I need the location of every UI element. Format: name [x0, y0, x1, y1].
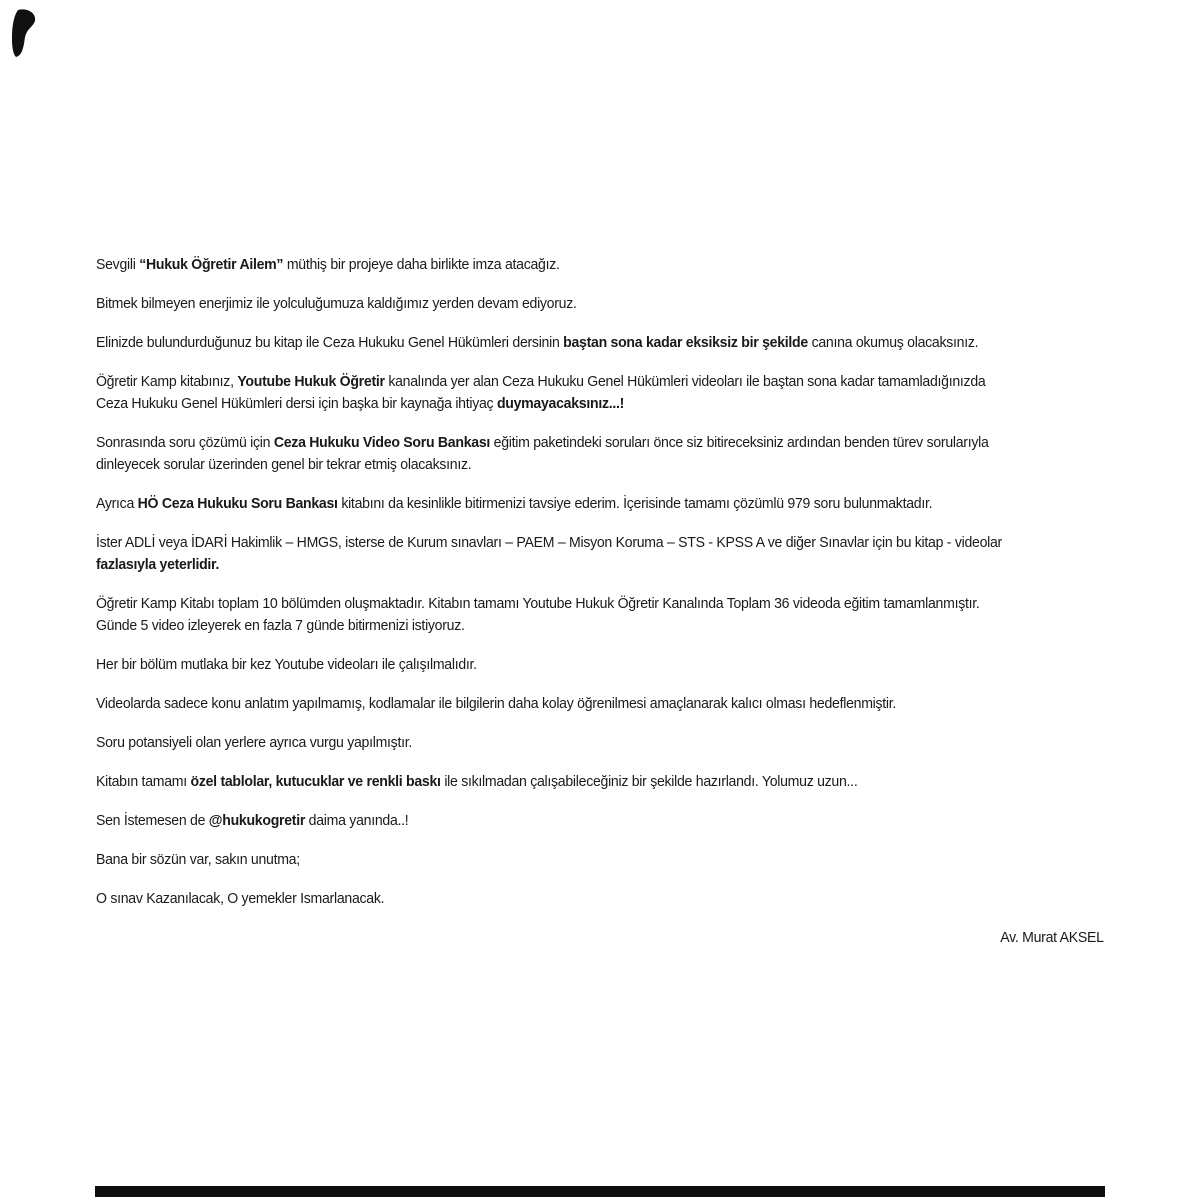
text-line: [96, 432, 1104, 454]
paragraph: [96, 771, 1104, 793]
text-line: [96, 771, 1104, 793]
text-line: [96, 493, 1104, 515]
paragraph: [96, 332, 1104, 354]
text-run: Ceza Hukuku Genel Hükümleri dersi için başka bir kaynağa ihtiyaç: [96, 395, 497, 412]
text-line: [96, 654, 1104, 676]
paragraph: [96, 888, 1104, 910]
text-run: Videolarda sadece konu anlatım yapılmamış, kodlamalar ile bilgilerin daha kolay öğrenilmesi amaçlanarak kalıcı olması hedeflenmiştir.: [96, 695, 897, 712]
preface-paragraphs: [96, 254, 1104, 910]
text-run: Bitmek bilmeyen enerjimiz ile yolculuğumuza kaldığımız yerden devam ediyoruz.: [96, 295, 577, 312]
bold-text: @hukukogretir: [208, 812, 306, 829]
paragraph: [96, 371, 1104, 415]
text-line: [96, 693, 1104, 715]
text-run: kanalında yer alan Ceza Hukuku Genel Hükümleri videoları ile baştan sona kadar tamamladığınızda: [384, 373, 986, 390]
text-run: canına okumuş olacaksınız.: [807, 334, 979, 351]
text-line: [96, 293, 1104, 315]
text-line: [96, 532, 1104, 554]
bold-text: baştan sona kadar eksiksiz bir şekilde: [563, 334, 808, 351]
text-run: Sevgili: [96, 256, 140, 273]
text-column: [96, 254, 1104, 949]
bold-text: duymayacaksınız...!: [496, 395, 625, 412]
paragraph: [96, 810, 1104, 832]
text-run: Günde 5 video izleyerek en fazla 7 günde bitirmenizi istiyoruz.: [96, 617, 465, 634]
text-run: Elinizde bulundurduğunuz bu kitap ile Ceza Hukuku Genel Hükümleri dersinin: [96, 334, 564, 351]
text-run: dinleyecek sorular üzerinden genel bir tekrar etmiş olacaksınız.: [96, 456, 472, 473]
paragraph: [96, 654, 1104, 676]
text-line: [96, 332, 1104, 354]
footer-bar: [95, 1186, 1105, 1197]
text-run: ile sıkılmadan çalışabileceğiniz bir şekilde hazırlandı. Yolumuz uzun...: [440, 773, 858, 790]
paragraph: [96, 532, 1104, 576]
text-run: Ayrıca: [96, 495, 138, 512]
text-run: Kitabın tamamı: [96, 773, 191, 790]
bold-text: Ceza Hukuku Video Soru Bankası: [273, 434, 491, 451]
ink-blot-icon: [11, 9, 38, 58]
paragraph: [96, 293, 1104, 315]
text-run: Sen İstemesen de: [96, 812, 209, 829]
text-line: [96, 254, 1104, 276]
text-line: [96, 615, 1104, 637]
paragraph: [96, 849, 1104, 871]
text-line: [96, 393, 1104, 415]
text-line: [96, 371, 1104, 393]
text-line: [96, 849, 1104, 871]
text-run: eğitim paketindeki soruları önce siz bitireceksiniz ardından benden türev sorularıyla: [490, 434, 989, 451]
text-run: müthiş bir projeye daha birlikte imza atacağız.: [283, 256, 560, 273]
paragraph: [96, 254, 1104, 276]
text-run: Soru potansiyeli olan yerlere ayrıca vurgu yapılmıştır.: [96, 734, 413, 751]
text-line: [96, 593, 1104, 615]
paragraph: [96, 493, 1104, 515]
bold-text: fazlasıyla yeterlidir.: [96, 556, 220, 573]
text-line: [96, 888, 1104, 910]
paragraph: [96, 593, 1104, 637]
bold-text: HÖ Ceza Hukuku Soru Bankası: [137, 495, 338, 512]
bold-text: Youtube Hukuk Öğretir: [237, 373, 385, 390]
text-run: İster ADLİ veya İDARİ Hakimlik – HMGS, isterse de Kurum sınavları – PAEM – Misyon Koruma – STS - KPSS A ve diğer Sınavlar için bu kitap - videolar: [96, 534, 1002, 551]
text-run: Sonrasında soru çözümü için: [96, 434, 274, 451]
text-run: O sınav Kazanılacak, O yemekler Ismarlanacak.: [96, 890, 385, 907]
text-line: [96, 454, 1104, 476]
paragraph: [96, 693, 1104, 715]
paragraph: [96, 732, 1104, 754]
text-run: kitabını da kesinlikle bitirmenizi tavsiye ederim. İçerisinde tamamı çözümlü 979 soru bulunmaktadır.: [337, 495, 933, 512]
text-line: [96, 554, 1104, 576]
text-run: Öğretir Kamp Kitabı toplam 10 bölümden oluşmaktadır. Kitabın tamamı Youtube Hukuk Öğretir Kanalında Toplam 36 videoda eğitim tamamlanmıştır.: [96, 595, 980, 612]
text-line: [96, 732, 1104, 754]
signature: Av. Murat AKSEL: [1000, 929, 1104, 946]
text-run: Öğretir Kamp kitabınız,: [96, 373, 238, 390]
text-run: Her bir bölüm mutlaka bir kez Youtube videoları ile çalışılmalıdır.: [96, 656, 477, 673]
text-line: [96, 810, 1104, 832]
bold-text: özel tablolar, kutucuklar ve renkli baskı: [190, 773, 441, 790]
paragraph: [96, 432, 1104, 476]
bold-text: “Hukuk Öğretir Ailem”: [139, 256, 284, 273]
text-run: Bana bir sözün var, sakın unutma;: [96, 851, 300, 868]
text-run: daima yanında..!: [305, 812, 409, 829]
